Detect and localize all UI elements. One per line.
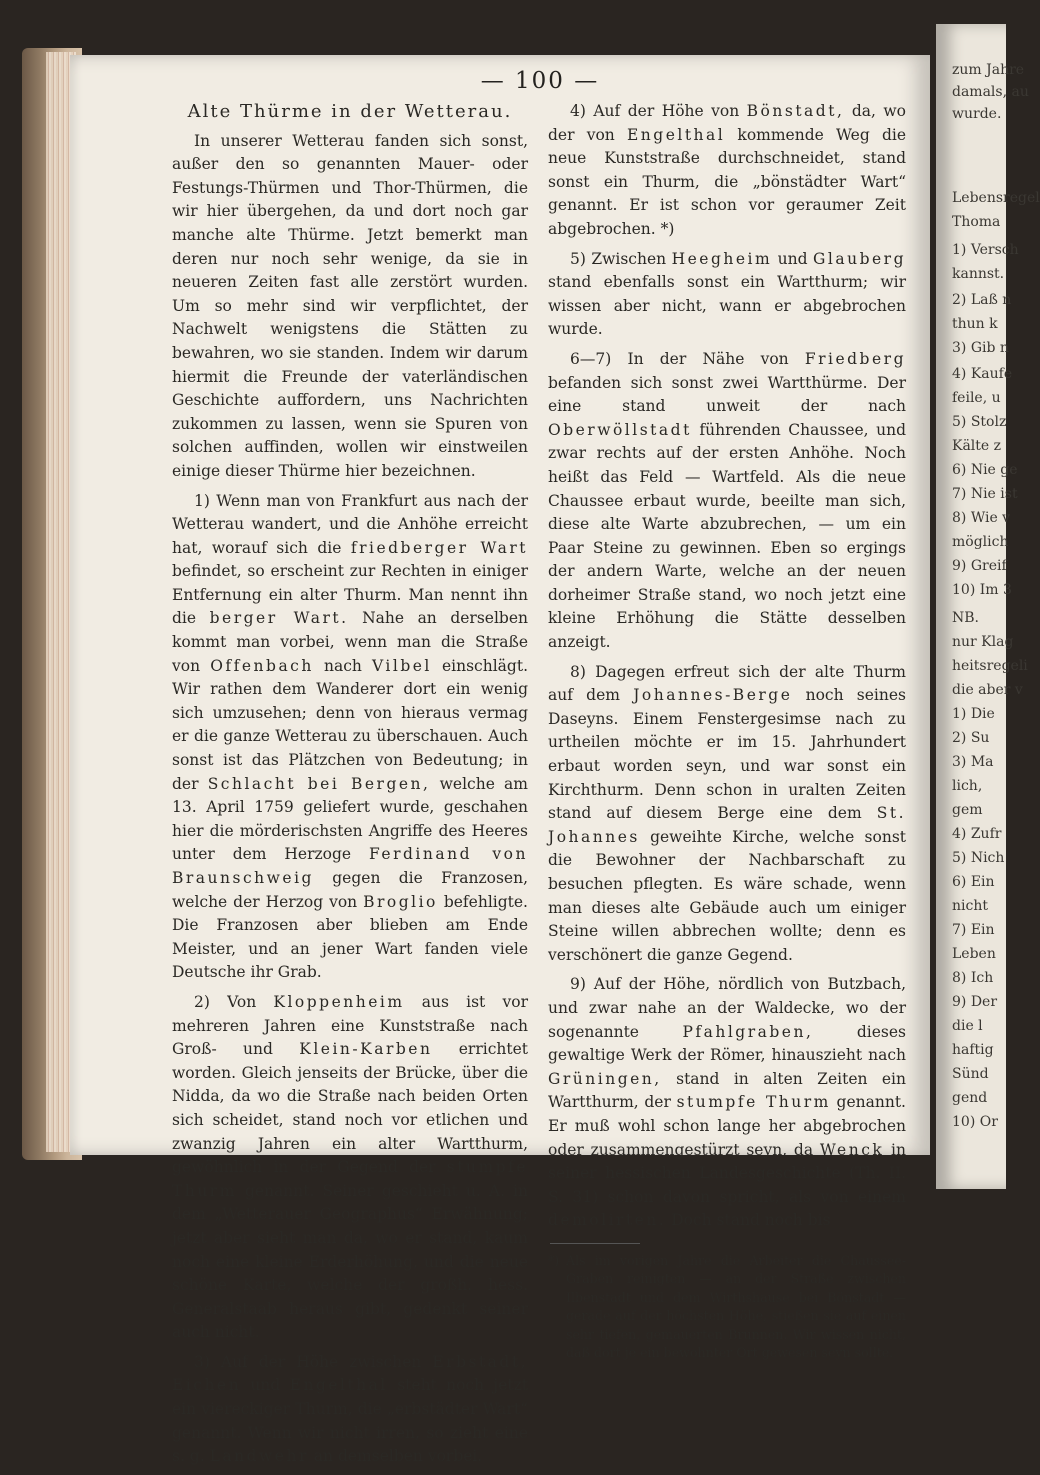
right-page-line: Thoma [952,214,1001,230]
item-2-text: 2) Von [194,992,274,1011]
item-9-text: in seiner hessischen Landesgeschichte (Th. II. S. 31) schon davon spricht, als von einem [548,1140,906,1206]
item-9-text: dieses gewaltige Werk der Römer, hinauszieht nach [548,1022,906,1065]
right-page-line: damals, au [952,84,1029,100]
footnote-mark: *) [548,1252,560,1268]
item-6-7-text: befanden sich sonst zwei Wartthürme. Der eine stand unweit der nach [548,373,906,416]
right-page-line: nur Klag [952,634,1014,650]
item-4 [548,100,906,242]
item-6-7 [548,348,906,655]
item-9-text: 9) Auf der Höhe, nördlich von Butzbach, und zwar nahe an der Waldecke, wo der sogenannte [548,975,906,1041]
right-page-line: 5) Nich [952,850,1005,866]
item-1-text: Nahe an derselben kommt man vorbei, wenn man die Straße von [172,609,528,675]
right-page-line: Lebensregel [952,190,1040,206]
item-3-name: Landwehr [209,1447,309,1466]
item-6-7-name: Friedberg [804,349,906,368]
right-page-line: 9) Der [952,994,998,1010]
right-page-line: 9) Greif [952,558,1007,574]
right-page-line: 2) Laß n [952,292,1012,308]
item-1-text: einschlägt. Wir rathen dem Wanderer dort ein wenig sich umzusehen; denn von hieraus vermag er die ganze Wetterau zu überschauen. Auch sonst ist das Plätzchen von Bedeutung; in der [172,656,528,793]
item-1-text: nach [313,656,372,675]
item-6-7-text: 6—7) In der Nähe von [570,349,805,368]
item-8-text: geweihte Kirche, welche sonst die Bewohner der Nachbarschaft zu besuchen pflegten. Es wäre schade, wenn man dieses alte Gebäude auch um einiger Steine willen abbrechen wollte; denn es verschönert die ganze Gegend. [548,827,906,964]
right-page-line: möglich [952,534,1009,550]
right-page-line: 6) Ein [952,874,995,890]
item-8-text: noch seines Daseyns. Einem Fenstergesimse nach zu urtheilen möchte er im 15. Jahrhundert erbaut worden seyn, und war sonst ein Kirchthurm. Denn schon in uralten Zeiten stand auf diesem Berge eine dem [548,686,906,823]
item-4-name: Bönstadt, [746,102,845,120]
right-page-line: 1) Die [952,706,995,722]
item-9-text: stand in alten Zeiten ein Wartthurm, der [548,1069,906,1112]
item-9-text: genannt. Er muß wohl schon lange her abgebrochen oder zusammengestürzt seyn, da [548,1093,906,1159]
right-page-line: kannst. [952,266,1005,282]
right-page-line: heitsregeli [952,658,1028,674]
right-page-fragment [936,24,1040,1189]
item-9-text: Doch stand noch bis [666,1211,831,1230]
item-4-text: 4) Auf der Höhe von [570,102,747,120]
right-page-line: feile, u [952,390,1001,406]
footnote-rule [550,1243,640,1244]
item-1-name: Offenbach [210,656,314,675]
right-page-line: 10) Im 3 [952,582,1012,598]
item-2 [172,991,528,1345]
right-page-line: 10) Or [952,1114,998,1130]
item-1-name: Vilbel [371,656,432,675]
item-5-name: Heegheim [671,249,773,268]
item-5 [548,248,906,342]
item-3-text: steht noch jetzt ein viereckiger Thurm, die „erbstädter Wart“ genannt. Wenn wir nicht irren, so zieht eine s. g. [172,1376,528,1466]
item-3-name: Engelthal [289,1376,388,1395]
right-page-line: 3) Gib n [952,340,1009,356]
item-1-name: friedberger Wart [350,538,528,557]
article-title: Alte Thürme in der Wetterau. [187,101,513,122]
right-page-line: gem [952,802,983,818]
right-page-line: 3) Ma [952,754,994,770]
item-1 [172,490,528,985]
item-2-name: stumpfe Thurm [172,1158,528,1200]
item-1-name: Schlacht bei Bergen, [207,774,431,793]
intro-paragraph: In unserer Wetterau fanden sich sonst, außer den so genannten Mauer- oder Festungs-Thürmen und Thor-Thürmen, die wir hier übergehen, da und dort noch gar manche alte Thürme. Jetzt bemerkt man deren nur noch sehr wenige, da sie in neueren Zeiten fast alle zerstört wurden. Um so mehr sind wir verpflichtet, der Nachwelt wenigstens die Stätten zu bewahren, wo sie standen. Indem wir darum hiermit die Freunde der vaterländischen Geschichte auffordern, uns Nachrichten zukommen zu lassen, wenn sie Spuren von solchen auffinden, wollen wir einstweilen einige dieser Thürme hier bezeichnen. [172,131,528,480]
item-9-name: Grüningen, [548,1069,662,1088]
item-3 [172,1351,528,1469]
left-column [172,100,528,1475]
right-page-line: NB. [952,610,979,626]
item-9-name: Pfahlgraben, [682,1022,814,1041]
right-page-line: 6) Nie ge [952,462,1018,478]
item-8 [548,661,906,968]
item-3-name: Erbstadt, Eichen [172,1352,528,1395]
right-page-line: die l [952,1018,983,1034]
footnote [548,1252,906,1362]
item-9-name: Wenck [819,1140,885,1159]
item-6-7-text: führenden Chaussee, und zwar rechts auf der ersten Anhöhe. Noch heißt das Feld — Wartfeld. Als die neue Chaussee erbaut wurde, beeilte man sich, diese alte Warte abzubrechen, — um ein Paar Steine zu gewinnen. Eben so ergings der andern Warte, welche an der neuen dorheimer Straße stand, wo noch jetzt eine kleine Erhöhung die Stätte desselben anzeigt. [548,420,906,652]
item-4-text: kommende Weg die neue Kunststraße durchschneidet, stand sonst ein Thurm, die „bönstädter Wart“ genannt. Er ist schon vor geraumer Zeit abgebrochen. *) [548,125,906,238]
item-1-text: gegen die Franzosen, welche der Herzog von [172,869,528,911]
item-5-name: Glauberg [813,249,906,268]
item-1-name: Ferdinand von Braunschweig [172,845,528,887]
footnote-text: Als im vorigen Jahre die Arbeiter die Chaussee-Graben reinigten — an der Straße zwischen Ilbenstadt und dem Wirthshause bei Bönstadt — gerade auf der höchsten Höhe, stießen sie auf einen sehr tiefen, gemauerten Brunnen. Wir wissen nicht, daß dort je ein bewohnter Ort gewesen seyn sollte. [566,1252,906,1360]
item-5-text: und [772,249,813,268]
item-8-name: Johannes-Berge [633,686,793,705]
item-5-text: 5) Zwischen [570,249,672,268]
right-page-line: 4) Zufr [952,826,1002,842]
right-page-line: 8) Ich [952,970,994,986]
right-page-line: zum Jahre [952,62,1025,78]
item-1-name: berger Wart. [209,609,349,628]
right-page-line: 8) Wie v [952,510,1011,526]
item-2-name: Kloppenheim [273,992,405,1011]
item-4-name: Engelthal [626,125,726,144]
right-column [548,100,906,1368]
right-page-line: 1) Versch [952,242,1019,258]
item-9 [548,973,906,1233]
page-number: — 100 — [480,68,600,94]
item-2-text: aus ist vor mehreren Jahren eine Kunststraße nach Groß- und [172,992,528,1059]
item-8-text: 8) Dagegen erfreut sich der alte Thurm auf dem [548,662,906,705]
item-2-text: genannt. Seiner geschieht u. A. in dem „Wetterauer Geographus“ Erwähnung; jetzt aber sieht man da, wo er stand, kaum noch eine kleine Erderhöhung, und die neue schöne Karte, welche der großh. hess. Generalstaab heraus gibt, gedenkt seiner auch nicht. [172,1181,528,1342]
item-1-text: befindet, so erscheint zur Rechten in einiger Entfernung ein alter Thurm. Man nennt ihn die [172,562,528,628]
item-2-text: errichtet worden. Gleich jenseits der Brücke, über die Nidda, da wo die Straße nach beiden Orten sich scheidet, stand noch vor etlichen und zwanzig Jahren ein alter Wartthurm, gewöhnlich in der Gegend der [172,1040,528,1177]
item-3-text: und [241,1376,290,1395]
item-9-name: stumpfe Thurm [676,1093,831,1112]
item-5-text: stand ebenfalls sonst ein Wartthurm; wir wissen aber nicht, wann er abgebrochen wurde. [548,273,906,339]
item-9-name: demolirten. [548,1211,667,1230]
item-3-text: an demselben vorbei. [308,1447,483,1466]
item-1-text: 1) Wenn man von Frankfurt aus nach der Wetterau wandert, und die Anhöhe erreicht hat, worauf sich die [172,491,528,557]
right-page-line: nicht [952,898,988,914]
right-page-line: haftig [952,1042,994,1058]
right-page-line: Kälte z [952,438,1002,454]
right-page-line: gend [952,1090,988,1106]
item-6-7-name: Oberwöllstadt [548,420,692,439]
right-page-line: 5) Stolz [952,414,1007,430]
item-1-text: welche am 13. April 1759 geliefert wurde, geschahen hier die mörderischsten Angriffe des Heeres unter dem Herzoge [172,774,528,864]
right-page-line: thun k [952,316,998,332]
item-8-name: St. Johannes [548,804,906,846]
right-page-line: 4) Kaufe [952,366,1013,382]
item-3-text: 3) Auf der Höhe zwischen [194,1352,433,1371]
right-page-line: 2) Su [952,730,990,746]
item-4-text: da, wo der von [548,102,906,144]
right-page-line: wurde. [952,106,1002,122]
right-page-line: Sünd [952,1066,989,1082]
item-2-name: Klein-Karben [299,1040,433,1059]
item-1-text: befehligte. Die Franzosen aber blieben am Ende Meister, und an jener Wart fanden viele Deutsche ihr Grab. [172,892,528,982]
item-1-name: Broglio [363,892,438,911]
right-page-line: Leben [952,946,996,962]
right-page-line: lich, [952,778,983,794]
right-page-line: die aber v [952,682,1023,698]
right-page-line: 7) Nie ist [952,486,1018,502]
right-page-line: 7) Ein [952,922,995,938]
